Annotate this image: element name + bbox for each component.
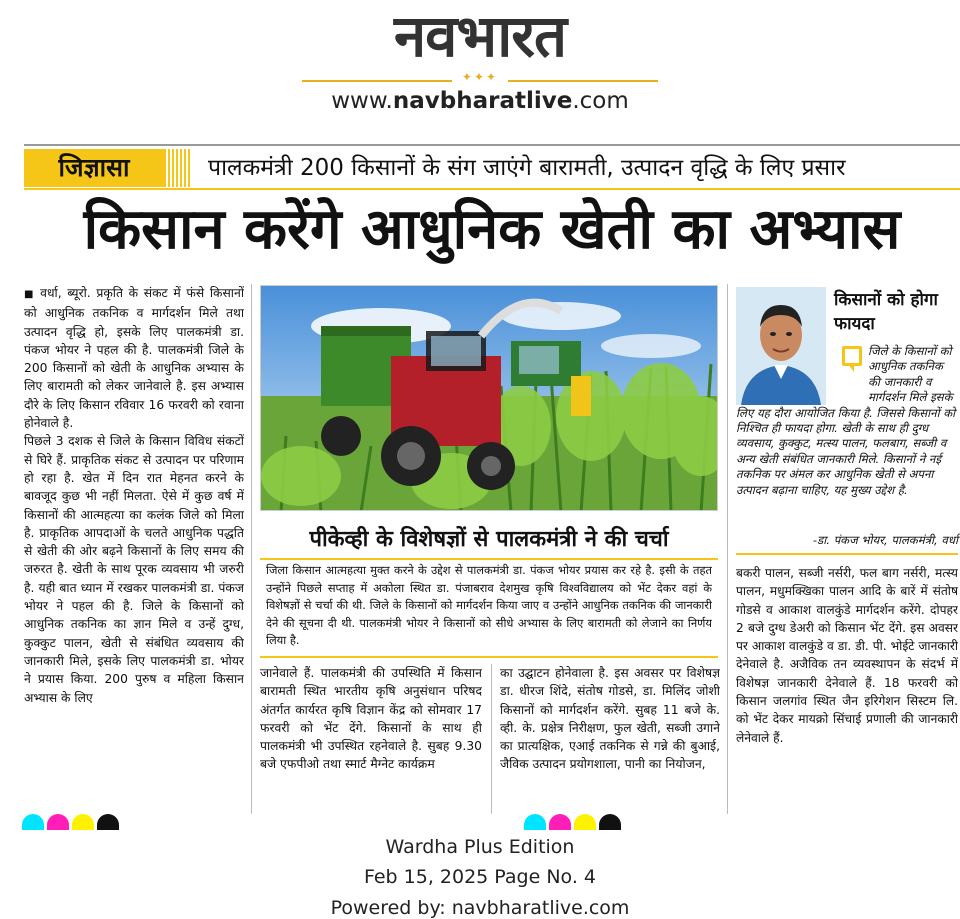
column-rule: [491, 664, 492, 814]
website-url: [300, 86, 660, 116]
article-column-right: [736, 564, 958, 814]
url-brand: navbharatlive: [392, 88, 573, 114]
paragraph: ■ वर्धा, ब्यूरो. प्रकृति के संकट में फंसे किसानों को आधुनिक तकनिक व मार्गदर्शन मिले तथा उत्पादन वृद्धि हो, इसके लिए पालकमंत्री डा. पंकज भोयर ने पहल की है. पालकमंत्री जिले के 200 किसानों को खेती के आधुनिक अभ्यास के लिए बारामती को लेकर जानेवाले है. इस अभ्यास दौरे के लिए किसान रविवार 16 फरवरी को रवाना होनेवाले है.: [24, 286, 244, 431]
sidebar-title: किसानों को होगा फायदा: [834, 290, 938, 334]
paragraph: बकरी पालन, सब्जी नर्सरी, फल बाग नर्सरी, मत्स्य पालन, मधुमक्खिका पालन आदि के बारें में संतोष गोडसे व आकाश वालकुंडे मार्गदर्शन करेंगे. दोपहर 2 बजे दुग्ध डेअरी को किसान भेंट देंगे. इस अवसर पर आकाश वालकुंडे व डा. डी. पी. भोईटे जानकारी देनेवाले है. अजैविक तन व्यवस्थापन के संदर्भ में विशेषज्ञ जानकारी देनेवाले हैं. 18 फरवरी को किसान जलगांव स्थित जैन इरिगेशन सिस्टम लि. को भेंट देकर मायक्रो सिंचाई प्रणाली की जानकारी लेनेवाले हैं.: [736, 566, 958, 745]
section-tag: जिज्ञासा: [24, 149, 164, 187]
sidebar-quote-text: जिले के किसानों को आधुनिक तकनिक की जानकारी व मार्गदर्शन मिले इसके लिए यह दौरा आयोजित किया है. जिससे किसानों को निश्चित ही फायदा होगा. खेती के साथ ही दुग्ध व्यवसाय, कुक्कुट, मत्स्य पालन, फलबाग, सब्जी व अन्य खेती संबंधित जानकारी मिले. किसानों ने नई तकनिक पर अंमल कर आधुनिक खेती से अपना उत्पादन बढ़ाना चाहिए, यह मुख्य उद्देश है.: [736, 344, 956, 497]
sidebar-rule: [736, 553, 958, 555]
harvest-photo: [260, 285, 718, 511]
sidebar-quote: [736, 344, 958, 530]
section-tag-stripes: [164, 149, 192, 187]
article-column-mid2: [500, 664, 720, 814]
masthead: [0, 0, 960, 118]
paragraph: पिछले 3 दशक से जिले के किसान विविध संकटों से घिरे हैं. प्राकृतिक संकट से उत्पादन पर परिणाम हो रहा है. खेत में दिन रात मेहनत करने के बावजूद कुछ भी नहीं मिलता. ऐसे में कुछ वर्ष में किसानों की आत्महत्या का कलंक जिले को मिला है. प्राकृतिक आपदाओं के चलते आधुनिक पद्धति से खेती की ओर बढ़ने किसानों के लिए समय की जरुरत है. खेती के साथ पूरक व्यवसाय भी जरुरी है. यही बात ध्यान में रखकर पालकमंत्री डा. पंकज भोयर ने पहल की है. जिले के किसानों को आधुनिक तकनिक का ज्ञान मिले व उन्हें दुग्ध, कुक्कुट पालन, खेती से संबंधित व्यवसाय की जानकारी मिले, इसके लिए पालकमंत्री डा. भोयर ने प्रयास किया. 200 पुरुष व महिला किसान अभ्यास के लिए: [24, 434, 244, 705]
subhead-rule: [260, 558, 718, 560]
powered-by-label: Powered by: navbharatlive.com: [330, 897, 630, 919]
intro-rule: [260, 656, 718, 658]
column-rule: [727, 284, 728, 814]
intro-box: जिला किसान आत्महत्या मुक्त करने के उद्देश से पालकमंत्री डा. पंकज भोयर प्रयास कर रहे है. इसी के तहत उन्होंने पिछले सप्ताह में अकोला स्थित डा. पंजाबराव देशमुख कृषि विश्वविद्यालय को भेंट देकर वहां के विशेषज्ञों से चर्चा की थी. जिले के किसानों को मार्गदर्शन किया जाए व उन्होंने आधुनिक तकनिक की जानकारी देने की सूचना दी थी. पालकमंत्री भोयर ने किसानों को सीधे अभ्यास के लिए बारामती को लेजाने का निर्णय लिया है.: [266, 563, 712, 648]
sidebar-signature: -डा. पंकज भोयर, पालकमंत्री, वर्धा: [812, 533, 958, 547]
logo-stars: ✦✦✦: [461, 70, 499, 84]
date-page-label: Feb 15, 2025 Page No. 4: [363, 866, 597, 888]
paragraph-text: वर्धा, ब्यूरो. प्रकृति के संकट में फंसे किसानों को आधुनिक तकनिक व मार्गदर्शन मिले तथा उत्पादन वृद्धि हो, इसके लिए पालकमंत्री डा. पंकज भोयर ने पहल की है. पालकमंत्री जिले के 200 किसानों को खेती के आधुनिक अभ्यास के लिए बारामती को लेकर जानेवाले है. इस अभ्यास दौरे के लिए किसान रविवार 16 फरवरी को रवाना होनेवाले है.: [24, 286, 244, 431]
registration-marks: [524, 814, 624, 830]
registration-marks: [22, 814, 122, 830]
url-prefix: www.: [331, 88, 393, 114]
url-suffix: .com: [572, 88, 629, 114]
edition-label: Wardha Plus Edition: [385, 836, 575, 858]
article-column-left: [24, 284, 244, 814]
kicker-headline: पालकमंत्री 200 किसानों के संग जाएंगे बारामती, उत्पादन वृद्धि के लिए प्रसार: [208, 155, 846, 181]
paragraph: जानेवाले हैं. पालकमंत्री की उपस्थिति में किसान बारामती स्थित भारतीय कृषि अनुसंधान परिषद अंतर्गत कार्यरत कृषि विज्ञान केंद्र को सोमवार 17 फरवरी को भेंट देंगे. किसानों के साथ ही पालकमंत्री भी उपस्थित रहनेवाले है. सुबह 9.30 बजे एफपीओ तथा स्मार्ट मैग्नेट कार्यक्रम: [260, 666, 482, 772]
paragraph: का उद्घाटन होनेवाला है. इस अवसर पर विशेषज्ञ डा. धीरज शिंदे, संतोष गोडसे, डा. मिलिंद जोशी किसानों को मार्गदर्शन करेंगे. सुबह 11 बजे के. व्ही. के. प्रक्षेत्र निरीक्षण, फुल खेती, सब्जी उगाने का प्रात्यक्षिक, एआई तकनिक से गन्ने की बुआई, जैविक उत्पादन प्रयोगशाला, पानी का नियोजन,: [500, 666, 720, 772]
kicker-rule: [24, 188, 960, 190]
main-headline: किसान करेंगे आधुनिक खेती का अभ्यास: [83, 197, 901, 262]
article-column-mid1: [260, 664, 482, 814]
logo-divider: [302, 70, 658, 86]
newspaper-logo: नवभारत: [393, 2, 567, 70]
column-rule: [251, 284, 252, 814]
subheadline: पीकेव्ही के विशेषज्ञों से पालकमंत्री ने की चर्चा: [309, 527, 669, 552]
top-rule: [24, 144, 960, 146]
